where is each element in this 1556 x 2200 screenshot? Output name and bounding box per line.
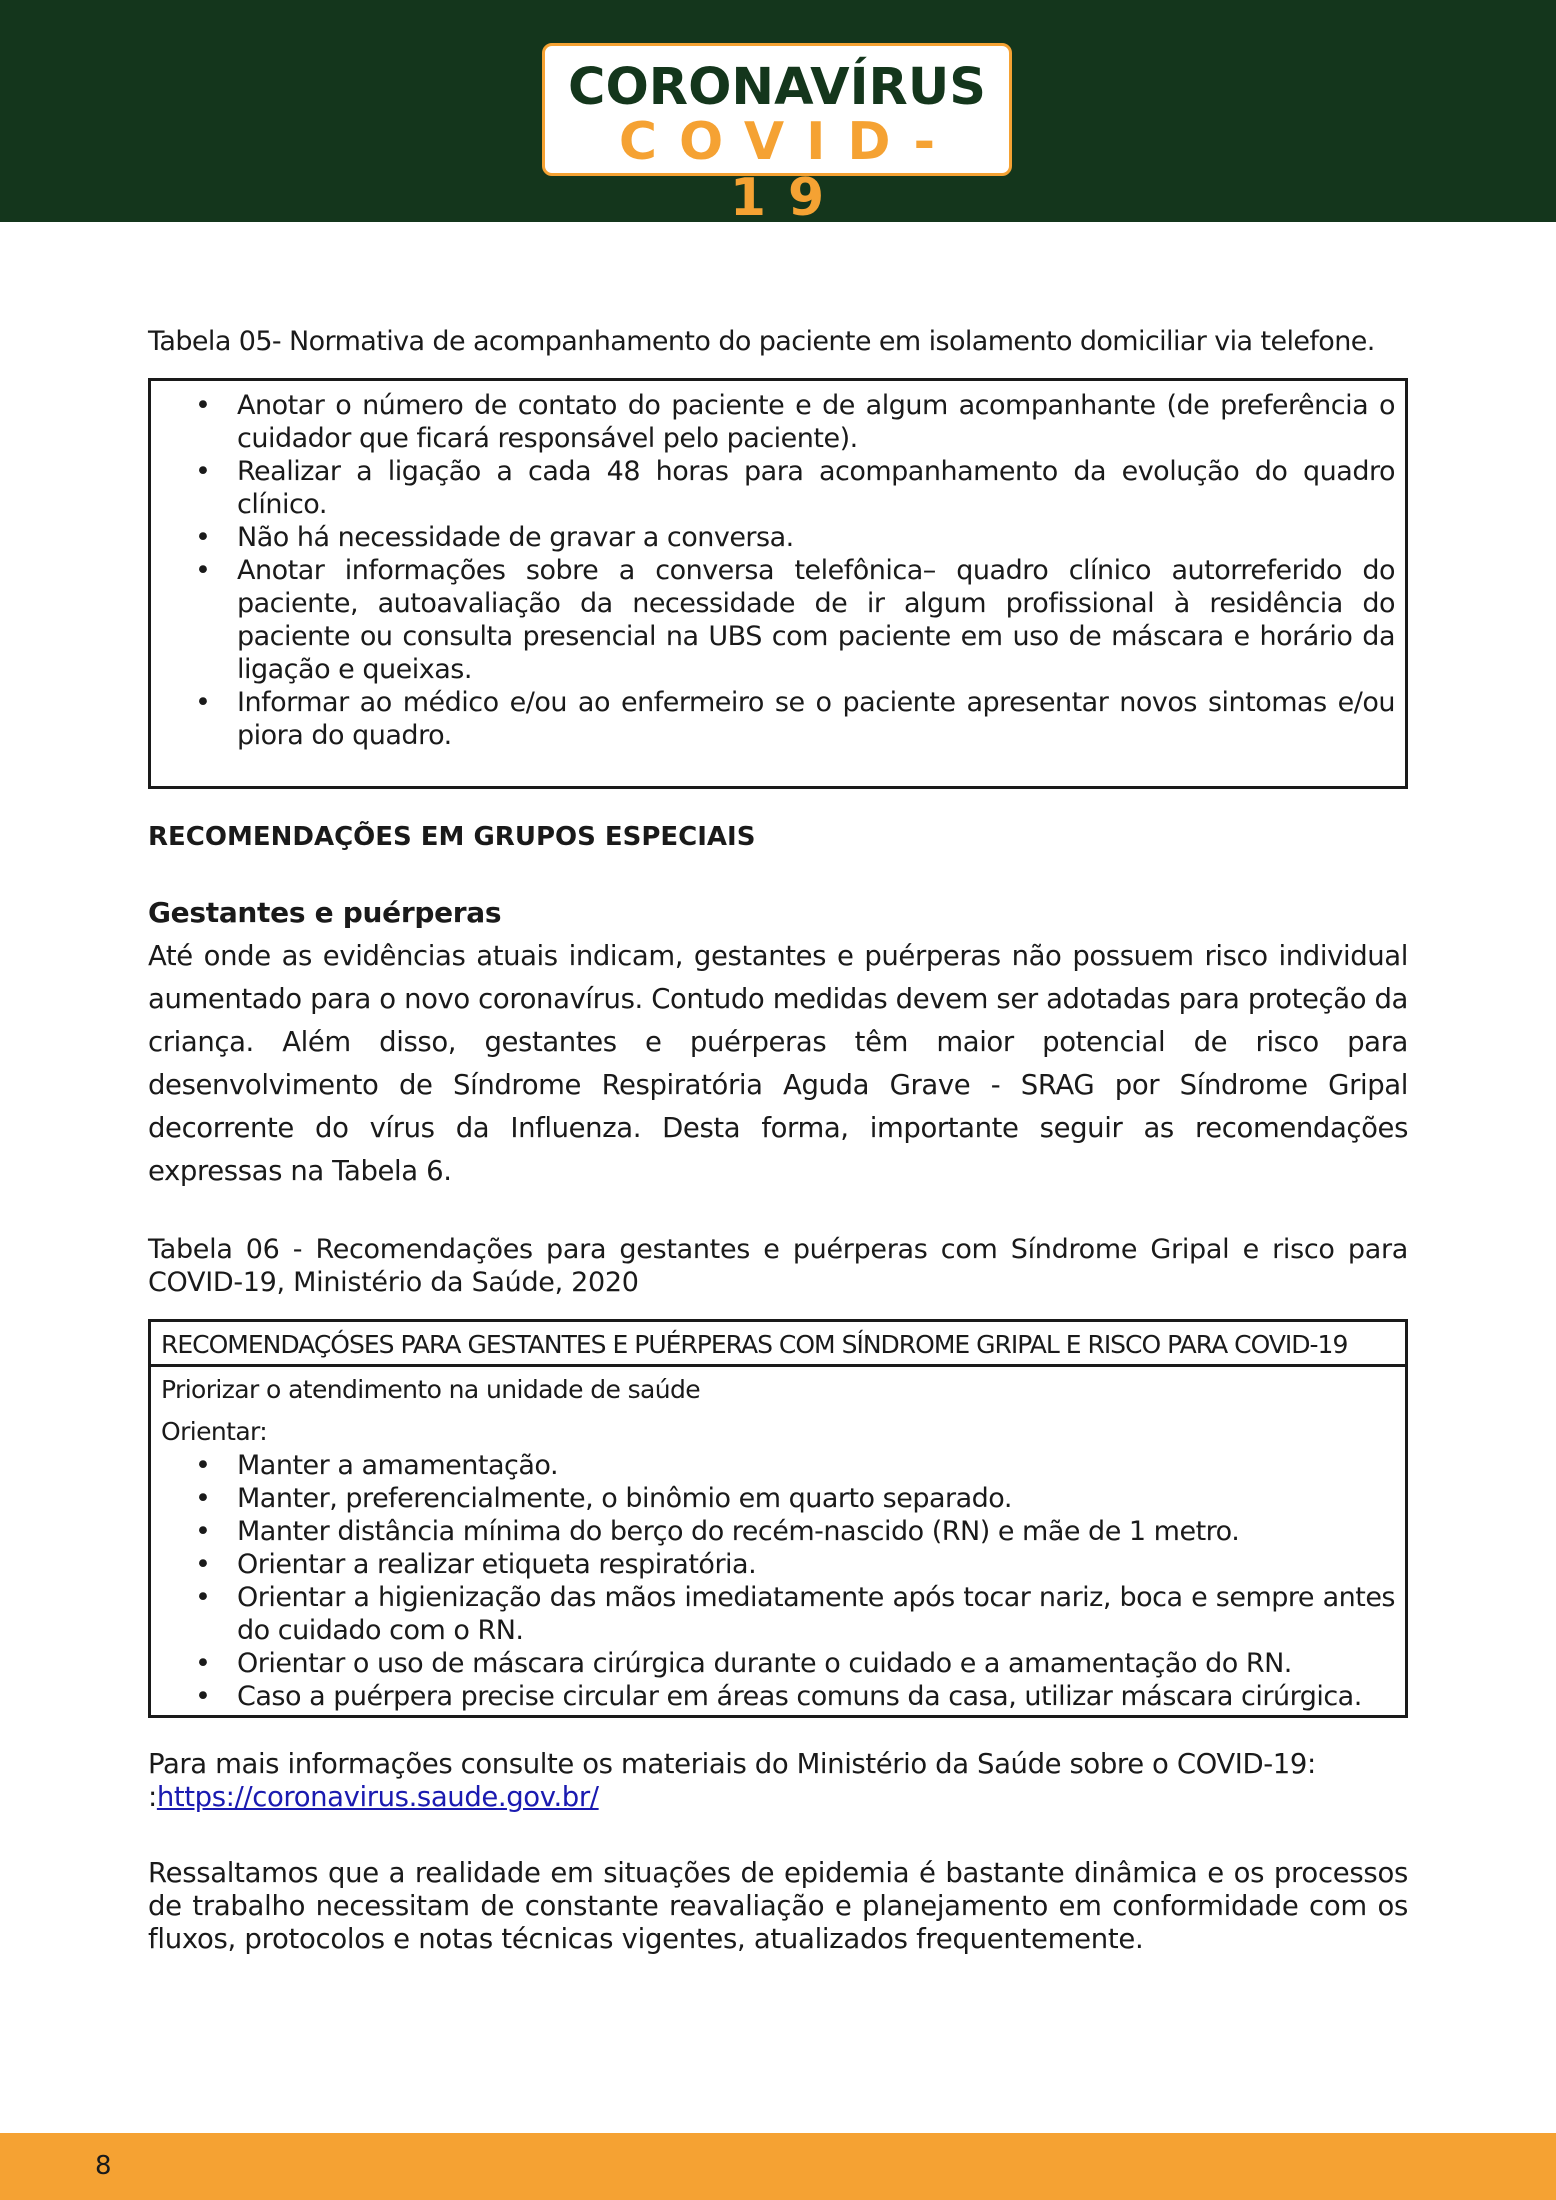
section-subtitle: Gestantes e puérperas [148,896,502,929]
table06-body [151,1367,1405,1715]
list-item: • Orientar a realizar etiqueta respiratória. [151,1548,1405,1581]
table05-caption: Tabela 05- Normativa de acompanhamento do paciente em isolamento domiciliar via telefone. [148,326,1375,357]
table06-priority-line: Priorizar o atendimento na unidade de saúde [161,1375,701,1404]
list-item: • Anotar informações sobre a conversa telefônica– quadro clínico autorreferido do paciente, autoavaliação da necessidade de ir algum profissional à residência do paciente ou consulta presencial na UBS com paciente em uso de máscara e horário da ligação e queixas. [151,554,1405,686]
list-item: • Orientar o uso de máscara cirúrgica durante o cuidado e a amamentação do RN. [151,1647,1405,1680]
section-title: RECOMENDAÇÕES EM GRUPOS ESPECIAIS [148,822,756,852]
list-item: • Caso a puérpera precise circular em áreas comuns da casa, utilizar máscara cirúrgica. [151,1680,1405,1713]
page-number: 8 [95,2151,112,2181]
table06-caption: Tabela 06 - Recomendações para gestantes e puérperas com Síndrome Gripal e risco para COVID-19, Ministério da Saúde, 2020 [148,1234,1408,1298]
list-item: • Não há necessidade de gravar a conversa. [151,521,1405,554]
closing-paragraph: Ressaltamos que a realidade em situações de epidemia é bastante dinâmica e os processos de trabalho necessitam de constante reavaliação e planejamento em conformidade com os fluxos, protocolos e notas técnicas vigentes, atualizados frequentemente. [148,1857,1408,1955]
coronavirus-logo [542,43,1012,228]
list-item: • Orientar a higienização das mãos imediatamente após tocar nariz, boca e sempre antes do cuidado com o RN. [151,1581,1405,1647]
logo-title: CORONAVÍRUS [568,58,986,117]
table05-box [148,378,1408,789]
list-item: • Anotar o número de contato do paciente e de algum acompanhante (de preferência o cuidador que ficará responsável pelo paciente). [151,389,1405,455]
list-item: • Realizar a ligação a cada 48 horas para acompanhamento da evolução do quadro clínico. [151,455,1405,521]
page-footer [0,2133,1556,2200]
list-item: • Manter distância mínima do berço do recém-nascido (RN) e mãe de 1 metro. [151,1515,1405,1548]
table05-list [151,389,1405,752]
list-item: • Informar ao médico e/ou ao enfermeiro se o paciente apresentar novos sintomas e/ou piora do quadro. [151,686,1405,752]
info-text: Para mais informações consulte os materiais do Ministério da Saúde sobre o COVID-19: : [148,1748,1316,1813]
table06-list [151,1449,1405,1713]
table06-header: RECOMENDAÇÓSES PARA GESTANTES E PUÉRPERAS COM SÍNDROME GRIPAL E RISCO PARA COVID-19 [151,1322,1405,1367]
ministry-link[interactable]: https://coronavirus.saude.gov.br/ [156,1781,599,1813]
table06-box [148,1319,1408,1718]
list-item: • Manter a amamentação. [151,1449,1405,1482]
table06-orient-label: Orientar: [161,1417,268,1446]
page-header [0,0,1556,228]
page-content [148,325,1408,1984]
info-paragraph [148,1748,1408,1814]
logo-subtitle: COVID-19 [618,112,958,228]
list-item: • Manter, preferencialmente, o binômio em quarto separado. [151,1482,1405,1515]
section-paragraph: Até onde as evidências atuais indicam, gestantes e puérperas não possuem risco individual aumentado para o novo coronavírus. Contudo medidas devem ser adotadas para proteção da criança. Além disso, gestantes e puérperas têm maior potencial de risco para desenvolvimento de Síndrome Respiratória Aguda Grave - SRAG por Síndrome Gripal decorrente do vírus da Influenza. Desta forma, importante seguir as recomendações expressas na Tabela 6. [148,940,1408,1187]
